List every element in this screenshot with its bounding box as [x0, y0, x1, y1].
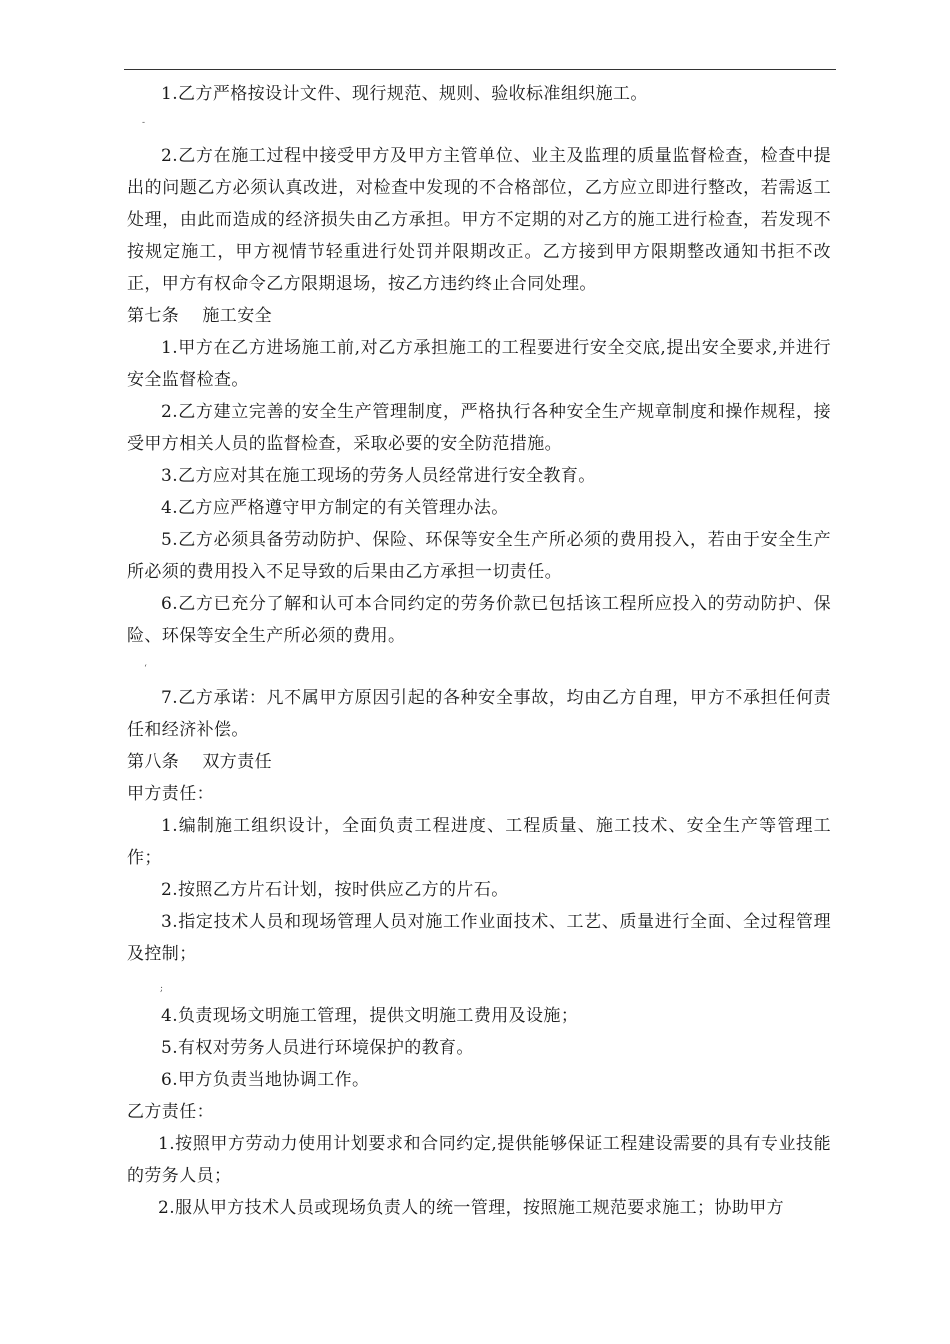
article-7-item-3: 3.乙方应对其在施工现场的劳务人员经常进行安全教育。 [161, 466, 596, 486]
clause-6-item-1: 1.乙方严格按设计文件、现行规范、规则、验收标准组织施工。 [161, 84, 648, 104]
party-a-label: 甲方责任： [127, 784, 214, 804]
document-body: 1.乙方严格按设计文件、现行规范、规则、验收标准组织施工。 - 2.乙方在施工过程中接受甲方及甲方主管单位、业主及监理的质量监督检查，检查中提出的问题乙方必须认真改进，对检查中发现的不合格部位，乙方应立即进行整改，若需返工处理，由此而造成的经济损失由乙方承担。甲方不定期的对乙方的施工进行检查，若发现不按规定施工，甲方视情节轻重进行处罚并限期改正。乙方接到甲方限期整改通知书拒不改正，甲方有权命令乙方限期退场，按乙方违约终止合同处理。 第七条 施工安全 1.甲方在乙方进场施工前,对乙方承担施工的工程要进行安全交底,提出安全要求,并进行安全监督检查。 2.乙方建立完善的安全生产管理制度，严格执行各种安全生产规章制度和操作规程，接受甲方相关人员的监督检查，采取必要的安全防范措施。 3.乙方应对其在施工现场的劳务人员经常进行安全教育。 4.乙方应严格遵守甲方制定的有关管理办法。 5.乙方必须具备劳动防护、保险、环保等安全生产所必须的费用投入，若由于安全生产所必须的费用投入不足导致的后果由乙方承担一切责任。 6.乙方已充分了解和认可本合同约定的劳务价款已包括该工程所应投入的劳动防护、保险、环保等安全生产所必须的费用。 ʻ 7.乙方承诺：凡不属甲方原因引起的各种安全事故，均由乙方自理，甲方不承担任何责任和经济补偿。 第八条 双方责任 甲方责任： 1.编制施工组织设计，全面负责工程进度、工程质量、施工技术、安全生产等管理工作； 2.按照乙方片石计划，按时供应乙方的片石。 3.指定技术人员和现场管理人员对施工作业面技术、工艺、质量进行全面、全过程管理及控制； ; 4.负责现场文明施工管理，提供文明施工费用及设施； 5.有权对劳务人员进行环境保护的教育。 6.甲方负责当地协调工作。 乙方责任： 1.按照甲方劳动力使用计划要求和合同约定,提供能够保证工程建设需要的具有专业技能的劳务人员； 2.服从甲方技术人员或现场负责人的统一管理，按照施工规范要求施工；协助甲方 [127, 78, 831, 1224]
party-a-item-4: 4.负责现场文明施工管理，提供文明施工费用及设施； [161, 1006, 579, 1026]
article-7-item-4: 4.乙方应严格遵守甲方制定的有关管理办法。 [161, 498, 509, 518]
party-b-label: 乙方责任： [127, 1102, 214, 1122]
party-a-item-3: 3.指定技术人员和现场管理人员对施工作业面技术、工艺、质量进行全面、全过程管理及控制； [127, 912, 831, 964]
article-7-item-1: 1.甲方在乙方进场施工前,对乙方承担施工的工程要进行安全交底,提出安全要求,并进行安全监督检查。 [127, 338, 831, 390]
article-7-item-2: 2.乙方建立完善的安全生产管理制度，严格执行各种安全生产规章制度和操作规程，接受甲方相关人员的监督检查，采取必要的安全防范措施。 [127, 402, 831, 454]
party-a-item-2: 2.按照乙方片石计划，按时供应乙方的片石。 [161, 880, 509, 900]
party-a-item-1: 1.编制施工组织设计，全面负责工程进度、工程质量、施工技术、安全生产等管理工作； [127, 816, 831, 868]
party-b-item-2: 2.服从甲方技术人员或现场负责人的统一管理，按照施工规范要求施工；协助甲方 [158, 1198, 785, 1218]
article-7-item-7: 7.乙方承诺：凡不属甲方原因引起的各种安全事故，均由乙方自理，甲方不承担任何责任和经济补偿。 [127, 688, 831, 740]
party-a-item-6: 6.甲方负责当地协调工作。 [161, 1070, 370, 1090]
article-8-heading: 第八条 双方责任 [127, 752, 273, 772]
article-7-item-6: 6.乙方已充分了解和认可本合同约定的劳务价款已包括该工程所应投入的劳动防护、保险、环保等安全生产所必须的费用。 [127, 594, 831, 646]
article-7-item-5: 5.乙方必须具备劳动防护、保险、环保等安全生产所必须的费用投入，若由于安全生产所必须的费用投入不足导致的后果由乙方承担一切责任。 [127, 530, 831, 582]
header-rule [124, 69, 836, 70]
clause-6-item-2: 2.乙方在施工过程中接受甲方及甲方主管单位、业主及监理的质量监督检查，检查中提出的问题乙方必须认真改进，对检查中发现的不合格部位，乙方应立即进行整改，若需返工处理，由此而造成的经济损失由乙方承担。甲方不定期的对乙方的施工进行检查，若发现不按规定施工，甲方视情节轻重进行处罚并限期改正。乙方接到甲方限期整改通知书拒不改正，甲方有权命令乙方限期退场，按乙方违约终止合同处理。 [127, 146, 831, 294]
party-a-item-5: 5.有权对劳务人员进行环境保护的教育。 [161, 1038, 474, 1058]
article-7-heading: 第七条 施工安全 [127, 306, 273, 326]
party-b-item-1: 1.按照甲方劳动力使用计划要求和合同约定,提供能够保证工程建设需要的具有专业技能的劳务人员； [127, 1134, 831, 1186]
